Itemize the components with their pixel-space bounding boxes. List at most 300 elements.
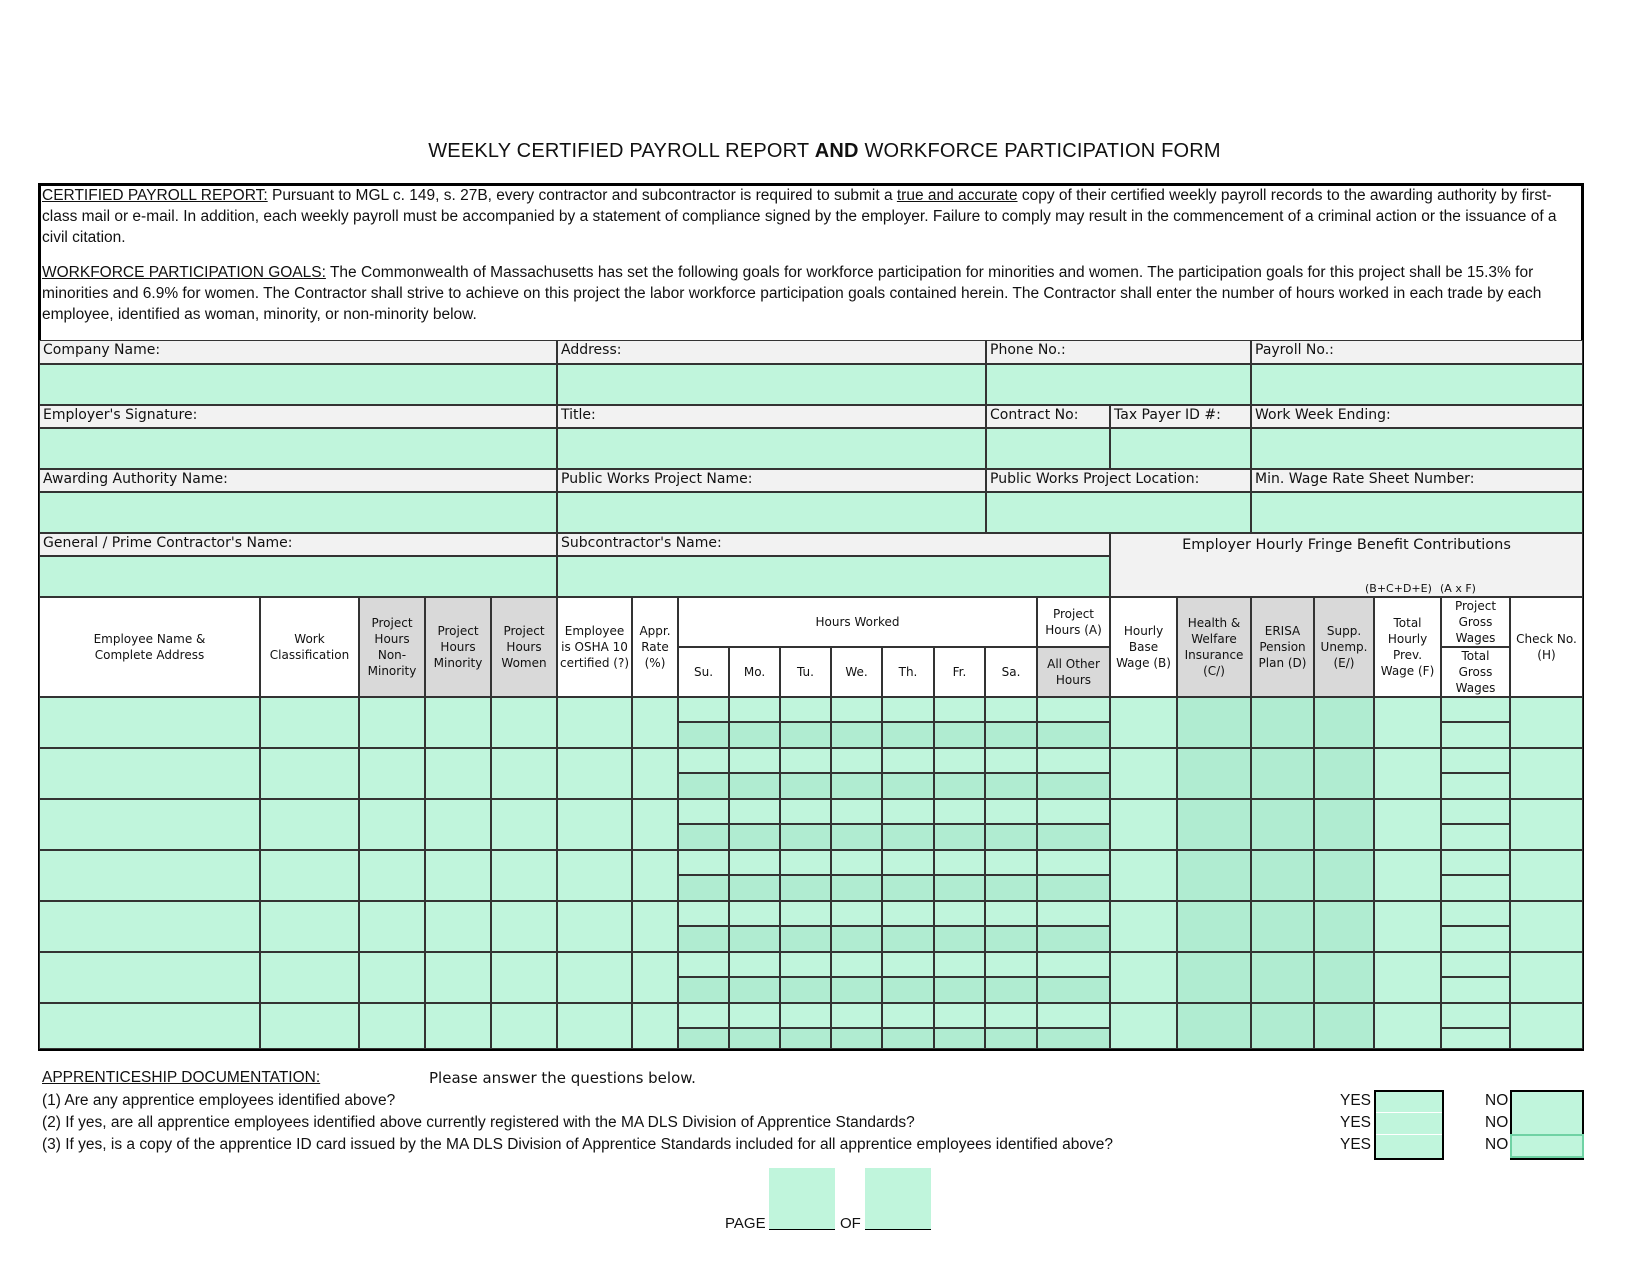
row-3-cell-1[interactable] bbox=[39, 799, 260, 850]
no-checkbox-2[interactable] bbox=[1512, 1114, 1582, 1133]
row-6-hours-top-3[interactable] bbox=[780, 952, 831, 977]
row-4-hours-top-3[interactable] bbox=[780, 850, 831, 875]
row-6-hours-bottom-7[interactable] bbox=[985, 977, 1037, 1003]
row-1-cell-3[interactable] bbox=[359, 697, 425, 748]
p1-underlined: true and accurate bbox=[896, 187, 1018, 204]
col-header-day-tu: Tu. bbox=[780, 647, 831, 697]
address-label: Address: bbox=[557, 340, 986, 364]
row-1-hours-bottom-1[interactable] bbox=[678, 722, 729, 748]
row-2-cell-6[interactable] bbox=[557, 748, 632, 799]
row-7-hours-bottom-5[interactable] bbox=[882, 1028, 934, 1049]
row-3-cell-9[interactable] bbox=[1177, 799, 1251, 850]
col-header-erisa: ERISA Pension Plan (D) bbox=[1251, 597, 1314, 697]
row-1-cell-13[interactable] bbox=[1510, 697, 1583, 748]
row-7-cell-11[interactable] bbox=[1314, 1003, 1374, 1049]
row-7-hours-bottom-4[interactable] bbox=[831, 1028, 882, 1049]
tax-payer-id-label: Tax Payer ID #: bbox=[1110, 405, 1251, 428]
row-4-hours-bottom-1[interactable] bbox=[678, 875, 729, 901]
row-1-cell-8[interactable] bbox=[1110, 697, 1177, 748]
min-wage-sheet-label: Min. Wage Rate Sheet Number: bbox=[1251, 469, 1583, 492]
row-1-cell-12[interactable] bbox=[1374, 697, 1441, 748]
row-3-hours-top-3[interactable] bbox=[780, 799, 831, 824]
row-2-hours-top-6[interactable] bbox=[934, 748, 985, 773]
row-5-cell-5[interactable] bbox=[491, 901, 557, 952]
row-4-cell-8[interactable] bbox=[1110, 850, 1177, 901]
row-1-cell-6[interactable] bbox=[557, 697, 632, 748]
project-location-label: Public Works Project Location: bbox=[986, 469, 1251, 492]
prime-contractor-input[interactable] bbox=[39, 556, 557, 597]
form-title bbox=[0, 140, 1649, 163]
row-6-hours-top-1[interactable] bbox=[678, 952, 729, 977]
row-5-cell-2[interactable] bbox=[260, 901, 359, 952]
contract-no-input[interactable] bbox=[986, 428, 1110, 469]
yes-checkbox-2[interactable] bbox=[1376, 1114, 1442, 1133]
row-5-cell-7[interactable] bbox=[632, 901, 678, 952]
title-bold: AND bbox=[814, 140, 859, 162]
row-7-hours-top-5[interactable] bbox=[882, 1003, 934, 1028]
col-header-employee: Employee Name & Complete Address bbox=[39, 597, 260, 697]
row-6-cell-3[interactable] bbox=[359, 952, 425, 1003]
row-7-hours-bottom-2[interactable] bbox=[729, 1028, 780, 1049]
col-header-hours-women: Project Hours Women bbox=[491, 597, 557, 697]
col-header-project-hours: Project Hours (A) bbox=[1037, 597, 1110, 647]
row-5-hours-top-6[interactable] bbox=[934, 901, 985, 926]
no-label-2: NO bbox=[1485, 1114, 1509, 1131]
row-7-hours-bottom-1[interactable] bbox=[678, 1028, 729, 1049]
row-3-hours-top-6[interactable] bbox=[934, 799, 985, 824]
row-4-hours-bottom-3[interactable] bbox=[780, 875, 831, 901]
row-7-project-gross[interactable] bbox=[1441, 1003, 1510, 1028]
row-2-hours-top-5[interactable] bbox=[882, 748, 934, 773]
row-3-hours-bottom-1[interactable] bbox=[678, 824, 729, 850]
prime-contractor-label: General / Prime Contractor's Name: bbox=[39, 533, 557, 556]
row-1-hours-top-1[interactable] bbox=[678, 697, 729, 722]
phone-input[interactable] bbox=[986, 364, 1251, 405]
row-6-cell-9[interactable] bbox=[1177, 952, 1251, 1003]
contract-no-label: Contract No: bbox=[986, 405, 1110, 428]
col-header-day-mo: Mo. bbox=[729, 647, 780, 697]
p1-text-a: Pursuant to MGL c. 149, s. 27B, every contractor and subcontractor is required to submit a bbox=[267, 187, 897, 204]
row-5-cell-10[interactable] bbox=[1251, 901, 1314, 952]
yes-label-1: YES bbox=[1340, 1092, 1372, 1109]
row-5-cell-9[interactable] bbox=[1177, 901, 1251, 952]
row-4-project-gross[interactable] bbox=[1441, 850, 1510, 875]
row-5-hours-bottom-6[interactable] bbox=[934, 926, 985, 952]
row-4-total-gross[interactable] bbox=[1441, 875, 1510, 901]
row-2-hours-top-3[interactable] bbox=[780, 748, 831, 773]
row-2-hours-bottom-5[interactable] bbox=[882, 773, 934, 799]
p2-text: The Commonwealth of Massachusetts has set the following goals for workforce participation for minorities and women. The participation goals for this project shall be 15.3% for minorities and 6.9% for women. The Contractor shall strive to achieve on this project the labor workforce participation goals contained herein. The Contractor shall enter the number of hours worked in each trade by each employee, identified as woman, minority, or non-minority below. bbox=[42, 264, 1542, 323]
row-6-cell-7[interactable] bbox=[632, 952, 678, 1003]
row-1-hours-top-8[interactable] bbox=[1037, 697, 1110, 722]
row-6-hours-top-4[interactable] bbox=[831, 952, 882, 977]
col-header-work-class: Work Classification bbox=[260, 597, 359, 697]
row-2-cell-10[interactable] bbox=[1251, 748, 1314, 799]
row-5-hours-top-7[interactable] bbox=[985, 901, 1037, 926]
row-5-project-gross[interactable] bbox=[1441, 901, 1510, 926]
row-1-hours-top-4[interactable] bbox=[831, 697, 882, 722]
p1-heading: CERTIFIED PAYROLL REPORT: bbox=[42, 187, 268, 204]
row-4-cell-3[interactable] bbox=[359, 850, 425, 901]
row-1-hours-top-2[interactable] bbox=[729, 697, 780, 722]
row-7-hours-top-4[interactable] bbox=[831, 1003, 882, 1028]
row-7-cell-13[interactable] bbox=[1510, 1003, 1583, 1049]
row-1-hours-bottom-6[interactable] bbox=[934, 722, 985, 748]
row-4-hours-top-5[interactable] bbox=[882, 850, 934, 875]
apprenticeship-instruction: Please answer the questions below. bbox=[429, 1069, 696, 1087]
row-2-hours-top-1[interactable] bbox=[678, 748, 729, 773]
row-4-cell-5[interactable] bbox=[491, 850, 557, 901]
row-3-cell-2[interactable] bbox=[260, 799, 359, 850]
row-5-hours-top-8[interactable] bbox=[1037, 901, 1110, 926]
row-5-hours-bottom-3[interactable] bbox=[780, 926, 831, 952]
row-5-hours-bottom-4[interactable] bbox=[831, 926, 882, 952]
row-3-hours-bottom-2[interactable] bbox=[729, 824, 780, 850]
row-6-total-gross[interactable] bbox=[1441, 977, 1510, 1003]
fringe-heading-text: Employer Hourly Fringe Benefit Contributions bbox=[1182, 537, 1511, 553]
row-7-hours-top-6[interactable] bbox=[934, 1003, 985, 1028]
p1-text-b: copy of their certified weekly payroll records to the awarding authority by first-class mail or e-mail. In addition, each weekly payroll must be accompanied by a statement of compliance signed by the employer. Failure to comply may result in the commencement of a criminal action or the issuance of a civil citation. bbox=[42, 187, 1557, 246]
payroll-no-input[interactable] bbox=[1251, 364, 1583, 405]
row-3-cell-12[interactable] bbox=[1374, 799, 1441, 850]
row-3-hours-bottom-4[interactable] bbox=[831, 824, 882, 850]
row-3-hours-top-5[interactable] bbox=[882, 799, 934, 824]
row-3-cell-7[interactable] bbox=[632, 799, 678, 850]
row-1-project-gross[interactable] bbox=[1441, 697, 1510, 722]
row-6-cell-6[interactable] bbox=[557, 952, 632, 1003]
row-2-hours-bottom-4[interactable] bbox=[831, 773, 882, 799]
employer-signature-label: Employer's Signature: bbox=[39, 405, 557, 428]
row-3-cell-10[interactable] bbox=[1251, 799, 1314, 850]
row-5-cell-4[interactable] bbox=[425, 901, 491, 952]
row-3-cell-6[interactable] bbox=[557, 799, 632, 850]
row-5-hours-top-1[interactable] bbox=[678, 901, 729, 926]
row-5-cell-3[interactable] bbox=[359, 901, 425, 952]
employer-signature-input[interactable] bbox=[39, 428, 557, 469]
row-1-cell-10[interactable] bbox=[1251, 697, 1314, 748]
row-6-hours-top-6[interactable] bbox=[934, 952, 985, 977]
project-location-input[interactable] bbox=[986, 492, 1251, 533]
row-2-hours-bottom-3[interactable] bbox=[780, 773, 831, 799]
row-5-cell-6[interactable] bbox=[557, 901, 632, 952]
intro-text bbox=[42, 185, 1572, 339]
col-header-other-hours: All Other Hours bbox=[1037, 647, 1110, 697]
row-1-cell-2[interactable] bbox=[260, 697, 359, 748]
row-2-hours-top-7[interactable] bbox=[985, 748, 1037, 773]
row-2-hours-top-2[interactable] bbox=[729, 748, 780, 773]
project-name-input[interactable] bbox=[557, 492, 986, 533]
row-7-hours-bottom-7[interactable] bbox=[985, 1028, 1037, 1049]
no-label-3: NO bbox=[1485, 1136, 1509, 1153]
row-7-hours-top-3[interactable] bbox=[780, 1003, 831, 1028]
row-5-hours-bottom-8[interactable] bbox=[1037, 926, 1110, 952]
row-6-cell-12[interactable] bbox=[1374, 952, 1441, 1003]
row-4-hours-bottom-2[interactable] bbox=[729, 875, 780, 901]
row-2-hours-bottom-7[interactable] bbox=[985, 773, 1037, 799]
row-4-cell-2[interactable] bbox=[260, 850, 359, 901]
row-2-cell-5[interactable] bbox=[491, 748, 557, 799]
row-4-cell-13[interactable] bbox=[1510, 850, 1583, 901]
row-3-hours-bottom-6[interactable] bbox=[934, 824, 985, 850]
row-6-cell-5[interactable] bbox=[491, 952, 557, 1003]
row-4-hours-bottom-5[interactable] bbox=[882, 875, 934, 901]
col-header-osha: Employee is OSHA 10 certified (?) bbox=[557, 597, 632, 697]
col-header-project-gross: Project Gross Wages bbox=[1441, 597, 1510, 647]
title-input[interactable] bbox=[557, 428, 986, 469]
row-4-hours-top-7[interactable] bbox=[985, 850, 1037, 875]
row-6-hours-top-7[interactable] bbox=[985, 952, 1037, 977]
row-3-hours-bottom-3[interactable] bbox=[780, 824, 831, 850]
row-7-cell-12[interactable] bbox=[1374, 1003, 1441, 1049]
row-3-cell-8[interactable] bbox=[1110, 799, 1177, 850]
row-4-cell-10[interactable] bbox=[1251, 850, 1314, 901]
col-header-supp: Supp. Unemp. (E/) bbox=[1314, 597, 1374, 697]
row-7-cell-8[interactable] bbox=[1110, 1003, 1177, 1049]
row-1-hours-bottom-7[interactable] bbox=[985, 722, 1037, 748]
row-6-cell-10[interactable] bbox=[1251, 952, 1314, 1003]
work-week-ending-input[interactable] bbox=[1251, 428, 1583, 469]
payroll-no-label: Payroll No.: bbox=[1251, 340, 1583, 364]
row-7-total-gross[interactable] bbox=[1441, 1028, 1510, 1049]
row-7-cell-2[interactable] bbox=[260, 1003, 359, 1049]
address-input[interactable] bbox=[557, 364, 986, 405]
row-7-hours-top-7[interactable] bbox=[985, 1003, 1037, 1028]
row-7-hours-top-2[interactable] bbox=[729, 1003, 780, 1028]
col-header-hours-minority: Project Hours Minority bbox=[425, 597, 491, 697]
work-week-ending-label: Work Week Ending: bbox=[1251, 405, 1583, 428]
row-5-hours-bottom-2[interactable] bbox=[729, 926, 780, 952]
row-7-cell-5[interactable] bbox=[491, 1003, 557, 1049]
row-3-total-gross[interactable] bbox=[1441, 824, 1510, 850]
row-6-hours-top-2[interactable] bbox=[729, 952, 780, 977]
of-label: OF bbox=[840, 1215, 861, 1232]
row-1-hours-top-6[interactable] bbox=[934, 697, 985, 722]
row-1-cell-9[interactable] bbox=[1177, 697, 1251, 748]
row-7-hours-bottom-8[interactable] bbox=[1037, 1028, 1110, 1049]
subcontractor-label: Subcontractor's Name: bbox=[557, 533, 1110, 556]
col-header-hours-non-minority: Project Hours Non- Minority bbox=[359, 597, 425, 697]
row-5-hours-top-3[interactable] bbox=[780, 901, 831, 926]
company-name-label: Company Name: bbox=[39, 340, 557, 364]
col-header-base-wage: Hourly Base Wage (B) bbox=[1110, 597, 1177, 697]
row-1-hours-top-5[interactable] bbox=[882, 697, 934, 722]
row-6-hours-bottom-6[interactable] bbox=[934, 977, 985, 1003]
project-name-label: Public Works Project Name: bbox=[557, 469, 986, 492]
row-4-hours-bottom-7[interactable] bbox=[985, 875, 1037, 901]
row-7-cell-1[interactable] bbox=[39, 1003, 260, 1049]
row-3-hours-top-4[interactable] bbox=[831, 799, 882, 824]
row-5-cell-11[interactable] bbox=[1314, 901, 1374, 952]
row-1-cell-11[interactable] bbox=[1314, 697, 1374, 748]
awarding-authority-input[interactable] bbox=[39, 492, 557, 533]
row-3-hours-bottom-7[interactable] bbox=[985, 824, 1037, 850]
col-header-total-gross: Total Gross Wages bbox=[1441, 647, 1510, 697]
row-4-hours-top-1[interactable] bbox=[678, 850, 729, 875]
row-6-hours-bottom-1[interactable] bbox=[678, 977, 729, 1003]
row-6-cell-11[interactable] bbox=[1314, 952, 1374, 1003]
row-5-hours-top-2[interactable] bbox=[729, 901, 780, 926]
row-6-hours-bottom-4[interactable] bbox=[831, 977, 882, 1003]
col-header-day-fr: Fr. bbox=[934, 647, 985, 697]
row-2-hours-bottom-6[interactable] bbox=[934, 773, 985, 799]
row-4-cell-11[interactable] bbox=[1314, 850, 1374, 901]
min-wage-sheet-input[interactable] bbox=[1251, 492, 1583, 533]
row-3-hours-top-1[interactable] bbox=[678, 799, 729, 824]
row-5-hours-top-5[interactable] bbox=[882, 901, 934, 926]
row-5-cell-13[interactable] bbox=[1510, 901, 1583, 952]
question-3: (3) If yes, is a copy of the apprentice ID card issued by the MA DLS Division of Apprentice Standards included for all apprentice employees identified above? bbox=[42, 1136, 1113, 1153]
row-2-total-gross[interactable] bbox=[1441, 773, 1510, 799]
row-2-hours-bottom-1[interactable] bbox=[678, 773, 729, 799]
yes-checkbox-3[interactable] bbox=[1376, 1136, 1442, 1156]
apprenticeship-heading-text: APPRENTICESHIP DOCUMENTATION: bbox=[42, 1069, 321, 1086]
row-4-hours-bottom-6[interactable] bbox=[934, 875, 985, 901]
awarding-authority-label: Awarding Authority Name: bbox=[39, 469, 557, 492]
row-1-cell-4[interactable] bbox=[425, 697, 491, 748]
row-2-cell-8[interactable] bbox=[1110, 748, 1177, 799]
row-3-cell-5[interactable] bbox=[491, 799, 557, 850]
row-4-hours-bottom-8[interactable] bbox=[1037, 875, 1110, 901]
row-1-hours-bottom-3[interactable] bbox=[780, 722, 831, 748]
row-4-cell-7[interactable] bbox=[632, 850, 678, 901]
row-7-cell-7[interactable] bbox=[632, 1003, 678, 1049]
row-2-cell-2[interactable] bbox=[260, 748, 359, 799]
no-label-1: NO bbox=[1485, 1092, 1509, 1109]
row-7-hours-bottom-6[interactable] bbox=[934, 1028, 985, 1049]
row-2-cell-13[interactable] bbox=[1510, 748, 1583, 799]
row-3-cell-3[interactable] bbox=[359, 799, 425, 850]
row-2-hours-bottom-2[interactable] bbox=[729, 773, 780, 799]
workforce-goals-paragraph bbox=[42, 262, 1572, 325]
row-6-cell-2[interactable] bbox=[260, 952, 359, 1003]
no-checkbox-3[interactable] bbox=[1512, 1136, 1582, 1156]
row-4-hours-top-4[interactable] bbox=[831, 850, 882, 875]
certified-payroll-paragraph bbox=[42, 185, 1572, 248]
row-7-cell-9[interactable] bbox=[1177, 1003, 1251, 1049]
row-3-cell-4[interactable] bbox=[425, 799, 491, 850]
row-1-hours-top-3[interactable] bbox=[780, 697, 831, 722]
no-checkbox-1[interactable] bbox=[1512, 1092, 1582, 1111]
row-3-hours-bottom-5[interactable] bbox=[882, 824, 934, 850]
p2-heading: WORKFORCE PARTICIPATION GOALS: bbox=[42, 264, 326, 281]
row-4-cell-12[interactable] bbox=[1374, 850, 1441, 901]
row-5-hours-top-4[interactable] bbox=[831, 901, 882, 926]
page-label: PAGE bbox=[725, 1215, 766, 1232]
formula-h: (A x F) bbox=[1440, 582, 1476, 595]
row-1-hours-bottom-8[interactable] bbox=[1037, 722, 1110, 748]
row-1-cell-5[interactable] bbox=[491, 697, 557, 748]
page-number-field[interactable] bbox=[769, 1168, 835, 1230]
row-5-cell-8[interactable] bbox=[1110, 901, 1177, 952]
row-1-hours-bottom-4[interactable] bbox=[831, 722, 882, 748]
row-6-hours-top-5[interactable] bbox=[882, 952, 934, 977]
company-name-input[interactable] bbox=[39, 364, 557, 405]
row-7-hours-bottom-3[interactable] bbox=[780, 1028, 831, 1049]
row-4-hours-top-2[interactable] bbox=[729, 850, 780, 875]
row-6-hours-bottom-2[interactable] bbox=[729, 977, 780, 1003]
row-4-cell-1[interactable] bbox=[39, 850, 260, 901]
row-4-hours-top-6[interactable] bbox=[934, 850, 985, 875]
row-6-hours-top-8[interactable] bbox=[1037, 952, 1110, 977]
row-2-hours-top-8[interactable] bbox=[1037, 748, 1110, 773]
row-5-hours-bottom-7[interactable] bbox=[985, 926, 1037, 952]
row-6-hours-bottom-3[interactable] bbox=[780, 977, 831, 1003]
row-3-hours-top-2[interactable] bbox=[729, 799, 780, 824]
row-2-cell-12[interactable] bbox=[1374, 748, 1441, 799]
row-6-project-gross[interactable] bbox=[1441, 952, 1510, 977]
row-3-hours-top-8[interactable] bbox=[1037, 799, 1110, 824]
row-3-cell-11[interactable] bbox=[1314, 799, 1374, 850]
row-4-hours-top-8[interactable] bbox=[1037, 850, 1110, 875]
row-5-hours-bottom-5[interactable] bbox=[882, 926, 934, 952]
row-7-cell-4[interactable] bbox=[425, 1003, 491, 1049]
apprenticeship-heading bbox=[42, 1069, 320, 1087]
subcontractor-input[interactable] bbox=[557, 556, 1110, 597]
row-2-cell-4[interactable] bbox=[425, 748, 491, 799]
title-suffix: WORKFORCE PARTICIPATION FORM bbox=[864, 140, 1221, 162]
col-header-day-th: Th. bbox=[882, 647, 934, 697]
row-7-hours-top-1[interactable] bbox=[678, 1003, 729, 1028]
row-2-cell-11[interactable] bbox=[1314, 748, 1374, 799]
row-6-hours-bottom-8[interactable] bbox=[1037, 977, 1110, 1003]
row-4-hours-bottom-4[interactable] bbox=[831, 875, 882, 901]
row-6-cell-4[interactable] bbox=[425, 952, 491, 1003]
yes-box-divider-1 bbox=[1376, 1112, 1442, 1113]
row-1-hours-bottom-2[interactable] bbox=[729, 722, 780, 748]
tax-payer-id-input[interactable] bbox=[1110, 428, 1251, 469]
row-5-total-gross[interactable] bbox=[1441, 926, 1510, 952]
col-header-appr-rate: Appr. Rate (%) bbox=[632, 597, 678, 697]
row-6-cell-8[interactable] bbox=[1110, 952, 1177, 1003]
page-total-field[interactable] bbox=[865, 1168, 931, 1230]
row-3-cell-13[interactable] bbox=[1510, 799, 1583, 850]
row-1-total-gross[interactable] bbox=[1441, 722, 1510, 748]
row-2-cell-1[interactable] bbox=[39, 748, 260, 799]
row-2-cell-7[interactable] bbox=[632, 748, 678, 799]
row-2-cell-3[interactable] bbox=[359, 748, 425, 799]
row-6-cell-1[interactable] bbox=[39, 952, 260, 1003]
row-7-cell-3[interactable] bbox=[359, 1003, 425, 1049]
row-2-hours-bottom-8[interactable] bbox=[1037, 773, 1110, 799]
row-1-cell-1[interactable] bbox=[39, 697, 260, 748]
row-7-cell-10[interactable] bbox=[1251, 1003, 1314, 1049]
row-6-cell-13[interactable] bbox=[1510, 952, 1583, 1003]
row-6-hours-bottom-5[interactable] bbox=[882, 977, 934, 1003]
row-3-hours-bottom-8[interactable] bbox=[1037, 824, 1110, 850]
row-4-cell-9[interactable] bbox=[1177, 850, 1251, 901]
row-3-hours-top-7[interactable] bbox=[985, 799, 1037, 824]
row-5-hours-bottom-1[interactable] bbox=[678, 926, 729, 952]
row-7-cell-6[interactable] bbox=[557, 1003, 632, 1049]
row-4-cell-4[interactable] bbox=[425, 850, 491, 901]
row-1-hours-bottom-5[interactable] bbox=[882, 722, 934, 748]
row-1-cell-7[interactable] bbox=[632, 697, 678, 748]
yes-box-divider-2 bbox=[1376, 1134, 1442, 1135]
row-2-project-gross[interactable] bbox=[1441, 748, 1510, 773]
row-5-cell-12[interactable] bbox=[1374, 901, 1441, 952]
yes-label-2: YES bbox=[1340, 1114, 1372, 1131]
row-4-cell-6[interactable] bbox=[557, 850, 632, 901]
row-1-hours-top-7[interactable] bbox=[985, 697, 1037, 722]
question-1: (1) Are any apprentice employees identified above? bbox=[42, 1092, 396, 1109]
col-header-health: Health & Welfare Insurance (C/) bbox=[1177, 597, 1251, 697]
row-2-cell-9[interactable] bbox=[1177, 748, 1251, 799]
yes-checkbox-1[interactable] bbox=[1376, 1092, 1442, 1111]
row-5-cell-1[interactable] bbox=[39, 901, 260, 952]
row-7-hours-top-8[interactable] bbox=[1037, 1003, 1110, 1028]
row-2-hours-top-4[interactable] bbox=[831, 748, 882, 773]
row-3-project-gross[interactable] bbox=[1441, 799, 1510, 824]
